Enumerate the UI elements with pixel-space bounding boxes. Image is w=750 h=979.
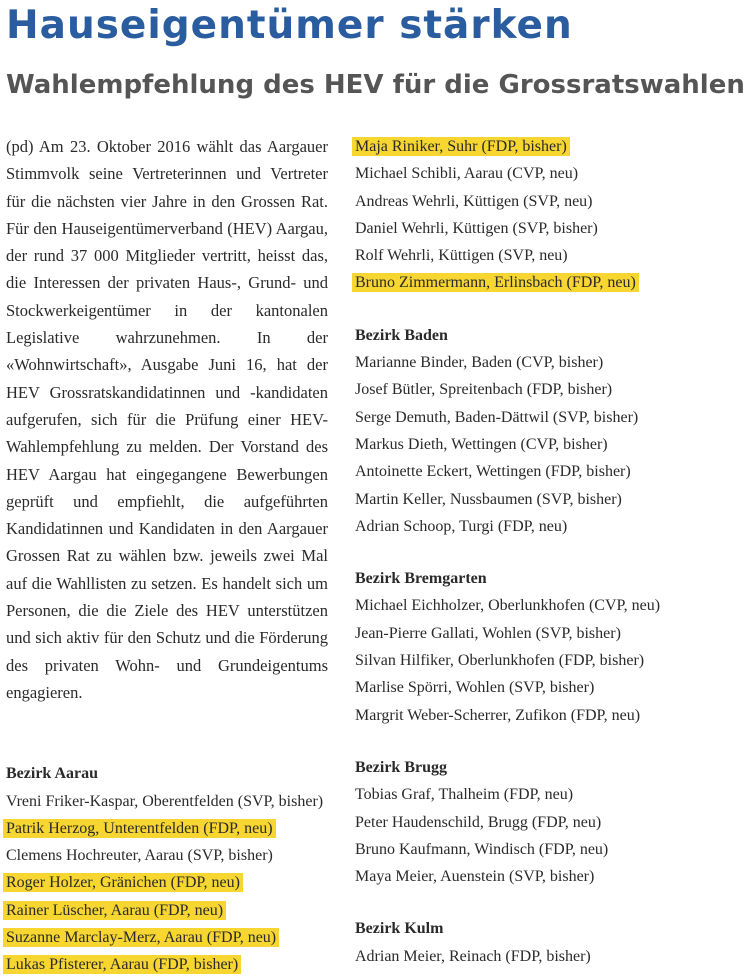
candidate <box>355 809 745 836</box>
candidate-name: Jean-Pierre Gallati, Wohlen (SVP, bisher) <box>355 624 621 642</box>
district-aarau-continued <box>355 133 745 297</box>
candidate-name: Antoinette Eckert, Wettingen (FDP, bisher) <box>355 463 631 481</box>
candidate-highlighted <box>355 269 745 296</box>
district-bremgarten <box>355 565 745 729</box>
district-title: Bezirk Bremgarten <box>355 570 487 588</box>
candidate <box>355 620 745 647</box>
candidate-list <box>355 592 745 728</box>
candidate <box>355 349 745 376</box>
intro-paragraph: (pd) Am 23. Oktober 2016 wählt das Aargauer Stimmvolk seine Vertreterinnen und Vertreter für die nächsten vier Jahre in den Grossen Rat. Für den Hauseigentümerverband (HEV) Aargau, der rund 37 000 Mitglieder vertritt, heisst das, die Interessen der privaten Haus-, Grund- und Stockwerkeigentümer in der kantonalen Legislative wahrzunehmen. In der «Wohnwirtschaft», Ausgabe Juni 16, hat der HEV Grossratskandidatinnen und -kandidaten aufgerufen, sich für die Prüfung einer HEV-Wahlempfehlung zu melden. Der Vorstand des HEV Aargau hat eingegangene Bewerbungen geprüft und empfiehlt, die aufgeführten Kandidatinnen und Kandidaten in den Aargauer Grossen Rat zu wählen bzw. jeweils zwei Mal auf die Wahllisten zu setzen. Es handelt sich um Personen, die die Ziele des HEV unterstützen und sich aktiv für den Schutz und die Förderung des privaten Wohn- und Grundeigentums engagieren. <box>6 137 328 702</box>
candidate-highlighted <box>355 133 745 160</box>
candidate-name: Roger Holzer, Gränichen (FDP, neu) <box>3 873 243 892</box>
district-baden <box>355 322 745 540</box>
candidate-name: Andreas Wehrli, Küttigen (SVP, neu) <box>355 192 593 210</box>
candidate-name: Silvan Hilfiker, Oberlunkhofen (FDP, bisher) <box>355 652 645 670</box>
candidate-name: Serge Demuth, Baden-Dättwil (SVP, bisher) <box>355 408 639 426</box>
candidate <box>355 486 745 513</box>
district-aarau <box>6 760 328 978</box>
candidate <box>6 788 328 815</box>
left-column <box>6 133 328 979</box>
candidate <box>355 458 745 485</box>
candidate <box>355 215 745 242</box>
candidate-name: Martin Keller, Nussbaumen (SVP, bisher) <box>355 490 622 508</box>
candidate-name: Margrit Weber-Scherrer, Zufikon (FDP, neu) <box>355 706 641 724</box>
candidate-name: Bruno Zimmermann, Erlinsbach (FDP, neu) <box>352 273 639 292</box>
candidate-name: Michael Schibli, Aarau (CVP, neu) <box>355 165 579 183</box>
candidate <box>355 592 745 619</box>
district-title: Bezirk Baden <box>355 326 448 344</box>
candidate <box>355 513 745 540</box>
district-brugg <box>355 754 745 890</box>
district-title: Bezirk Brugg <box>355 758 447 776</box>
candidate-name: Maya Meier, Auenstein (SVP, bisher) <box>355 868 595 886</box>
candidate-name: Vreni Friker-Kaspar, Oberentfelden (SVP, bisher) <box>6 792 324 810</box>
candidate-name: Suzanne Marclay-Merz, Aarau (FDP, neu) <box>3 928 279 947</box>
candidate <box>355 404 745 431</box>
candidate-list <box>355 781 745 890</box>
candidate <box>355 647 745 674</box>
candidate <box>355 188 745 215</box>
candidate-list <box>355 133 745 297</box>
candidate <box>355 781 745 808</box>
candidate-name: Rolf Wehrli, Küttigen (SVP, neu) <box>355 247 568 265</box>
district-kulm <box>355 915 745 970</box>
candidate <box>355 242 745 269</box>
candidate <box>355 863 745 890</box>
candidate-list <box>355 349 745 540</box>
candidate-name: Patrik Herzog, Unterentfelden (FDP, neu) <box>3 819 276 838</box>
candidate-name: Marlise Spörri, Wohlen (SVP, bisher) <box>355 679 595 697</box>
candidate-highlighted <box>6 869 328 896</box>
right-column <box>355 133 745 970</box>
candidate-name: Peter Haudenschild, Brugg (FDP, neu) <box>355 813 602 831</box>
candidate <box>6 842 328 869</box>
candidate-name: Bruno Kaufmann, Windisch (FDP, neu) <box>355 840 609 858</box>
candidate <box>355 836 745 863</box>
district-title: Bezirk Aarau <box>6 765 98 783</box>
candidate <box>355 702 745 729</box>
candidate-name: Marianne Binder, Baden (CVP, bisher) <box>355 354 604 372</box>
candidate-list <box>355 943 745 970</box>
candidate-highlighted <box>6 924 328 951</box>
candidate-highlighted <box>6 897 328 924</box>
candidate-name: Michael Eichholzer, Oberlunkhofen (CVP, neu) <box>355 597 661 615</box>
candidate-name: Rainer Lüscher, Aarau (FDP, neu) <box>3 901 226 920</box>
candidate <box>355 160 745 187</box>
candidate-name: Clemens Hochreuter, Aarau (SVP, bisher) <box>6 847 273 865</box>
candidate <box>355 431 745 458</box>
district-title: Bezirk Kulm <box>355 920 444 938</box>
candidate-name: Daniel Wehrli, Küttigen (SVP, bisher) <box>355 219 598 237</box>
candidate-highlighted <box>6 815 328 842</box>
candidate-name: Tobias Graf, Thalheim (FDP, neu) <box>355 786 574 804</box>
candidate-list <box>6 788 328 979</box>
candidate <box>355 943 745 970</box>
candidate-name: Josef Bütler, Spreitenbach (FDP, bisher) <box>355 381 613 399</box>
candidate <box>355 376 745 403</box>
candidate-name: Adrian Schoop, Turgi (FDP, neu) <box>355 517 568 535</box>
candidate-name: Markus Dieth, Wettingen (CVP, bisher) <box>355 435 608 453</box>
candidate-highlighted <box>6 951 328 978</box>
candidate-name: Maja Riniker, Suhr (FDP, bisher) <box>352 137 570 156</box>
candidate <box>355 674 745 701</box>
candidate-name: Lukas Pfisterer, Aarau (FDP, bisher) <box>3 955 241 974</box>
candidate-name: Adrian Meier, Reinach (FDP, bisher) <box>355 947 591 965</box>
page-title: Hauseigentümer stärken <box>6 3 573 48</box>
page-subtitle: Wahlempfehlung des HEV für die Grossratswahlen <box>6 70 745 100</box>
